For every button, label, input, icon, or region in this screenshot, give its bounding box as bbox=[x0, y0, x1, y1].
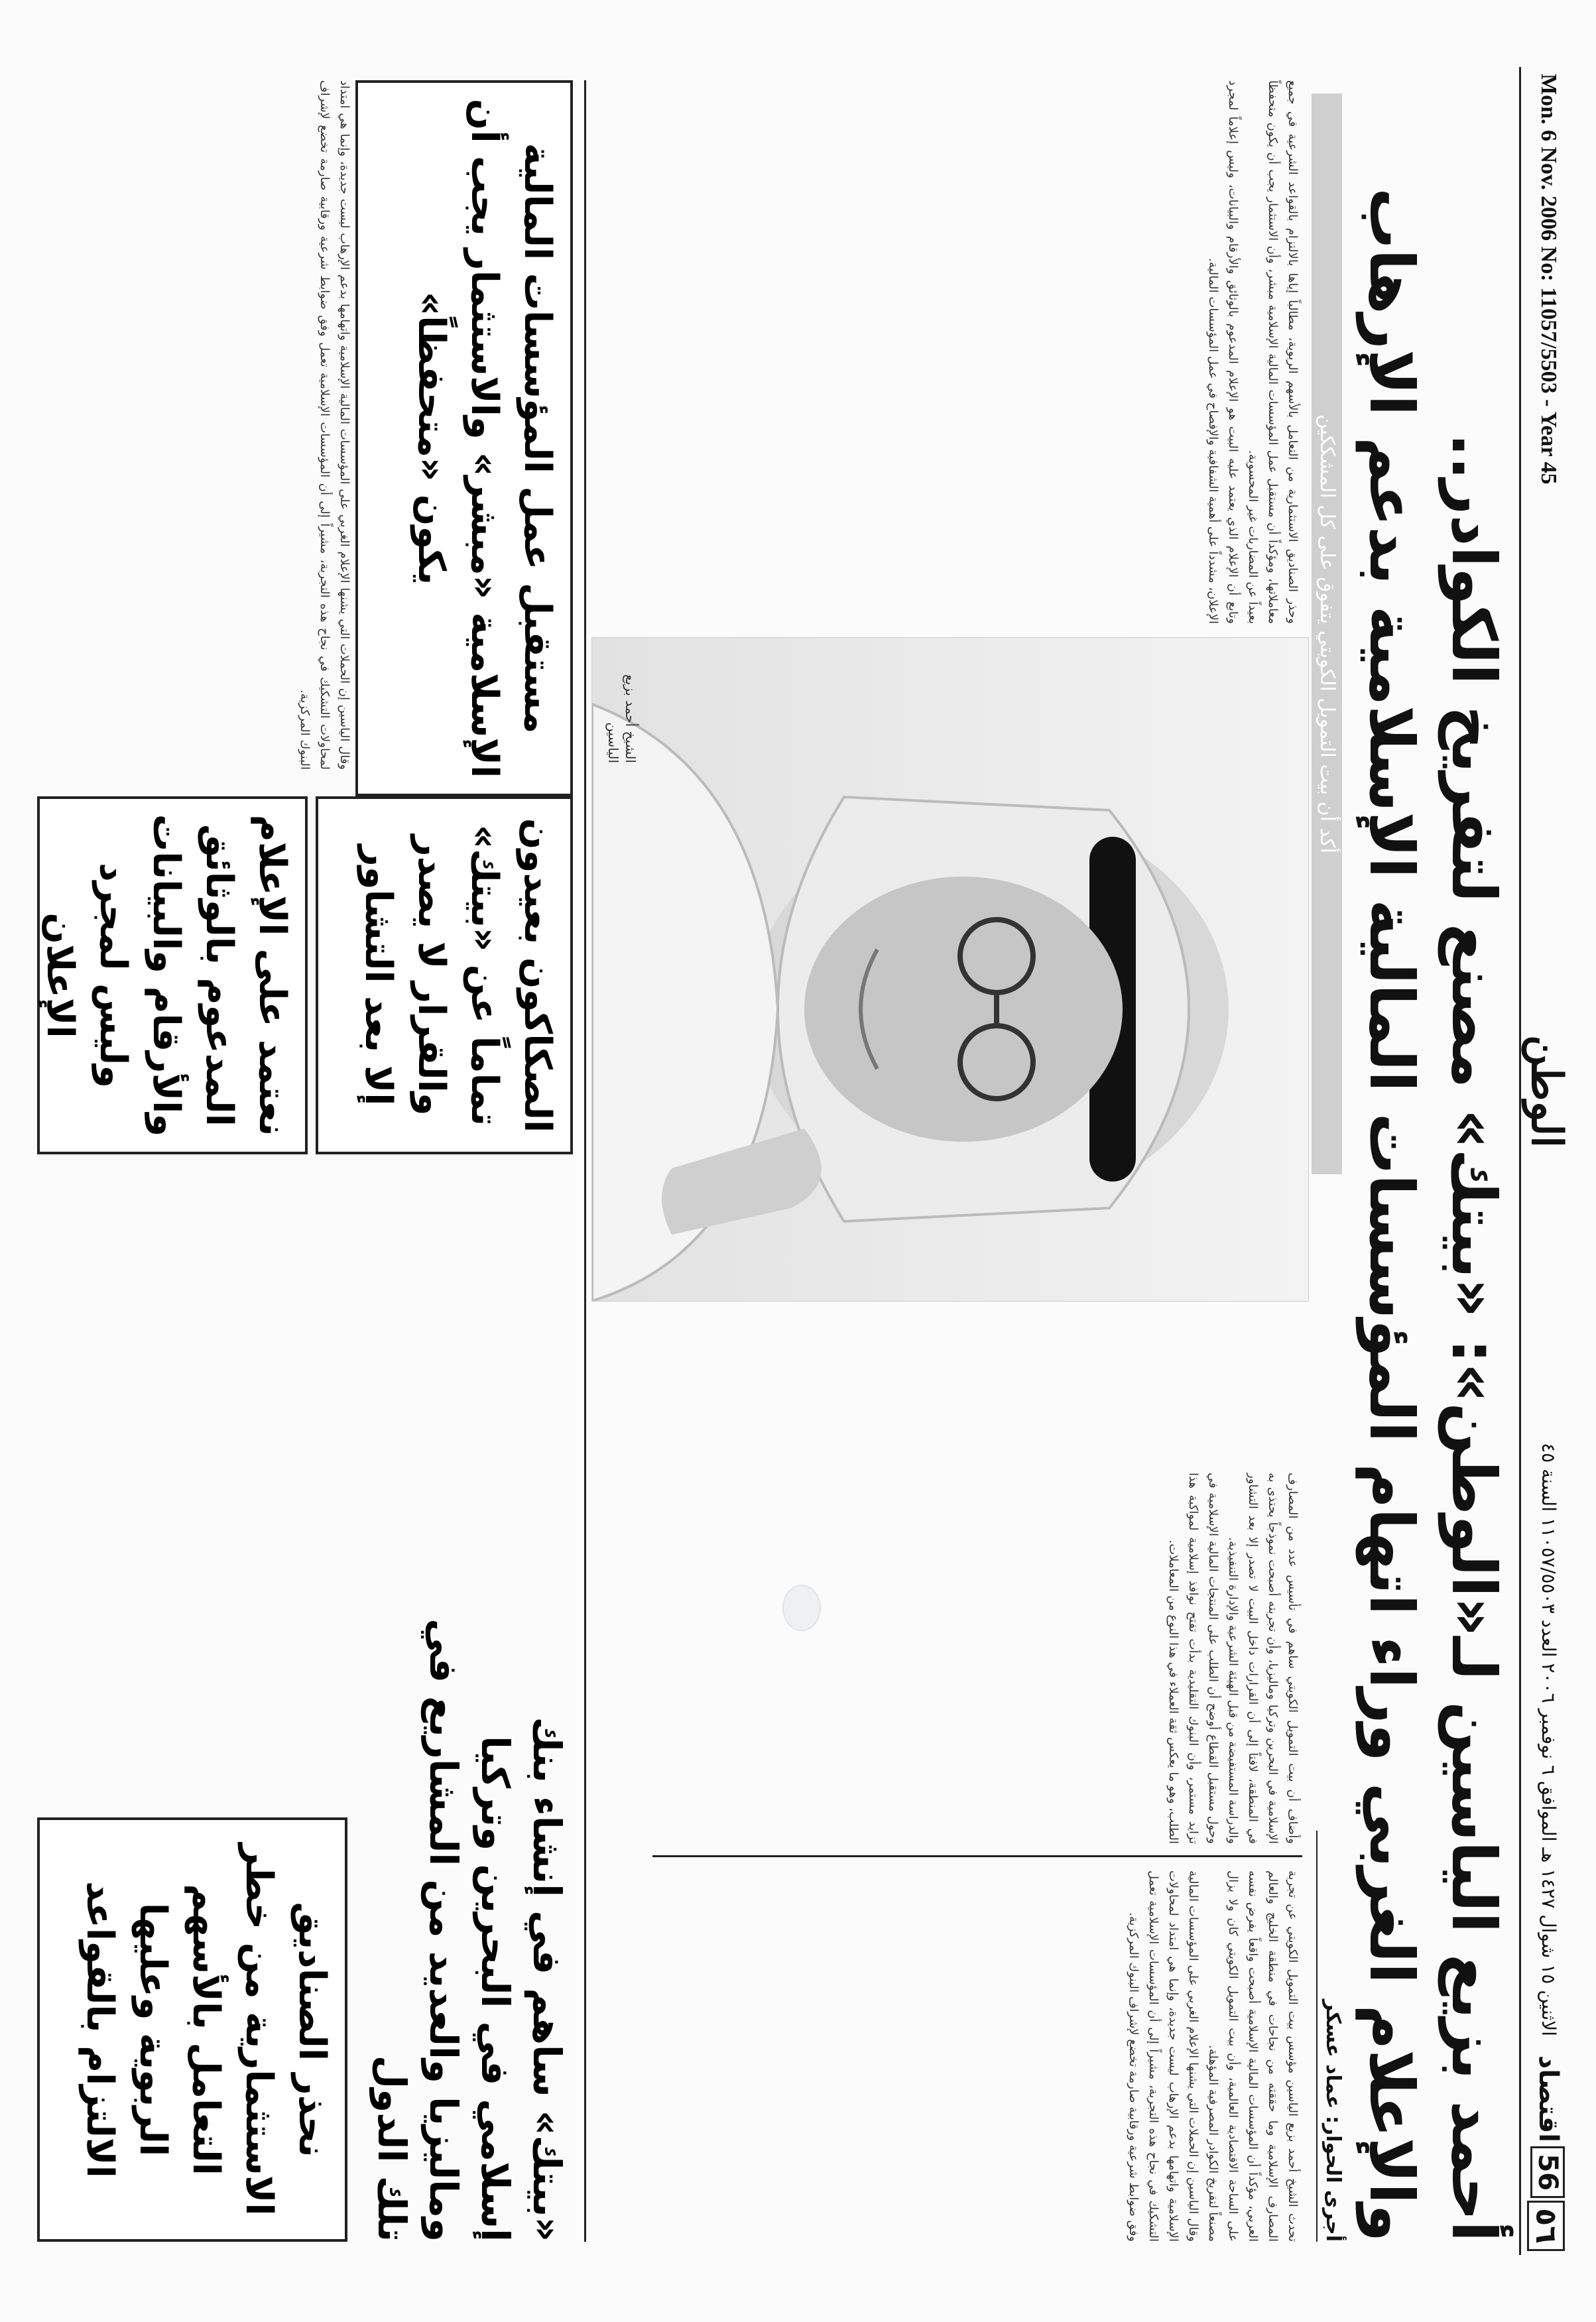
pull-quotes-area bbox=[23, 80, 573, 2242]
pull-quote-left-top: الصكاكون بعيدون تماماً عن «بيتك» والقرار لا يصدر إلا بعد التشاور bbox=[316, 796, 573, 1154]
masthead bbox=[1519, 67, 1571, 2255]
section-label: اقتصاد bbox=[1532, 2055, 1564, 2142]
paragraph: وحول مستقبل القطاع أوضح أن الطلب على المنتجات المالية الإسلامية في تزايد مستمر، وأن البنوك التقليدية بدأت تفتح نوافذ إسلامية لمواكبة هذا الطلب، وهو ما يعكس ثقة العملاء في هذا النوع من المعاملات. bbox=[1166, 1473, 1220, 1844]
paragraph: وقال الياسين إن الحملات التي يشنها الإعلام الغربي على المؤسسات المالية الإسلامية واتهامها بدعم الإرهاب ليست جديدة، وإنما هي امتداد لمحاولات التشكيك في نجاح هذه التجربة، مشيراً إلى أن المؤسسات الإسلامية تعمل وفق ضوابط شرعية ورقابية صارمة تخضع لإشراف البنوك المركزية. bbox=[297, 80, 351, 770]
issue-date-english: Mon. 6 Nov. 2006 No: 11057/5503 - Year 45 bbox=[1536, 74, 1561, 485]
byline: أجرى الحوار: عماد عسكر bbox=[1316, 1831, 1345, 2242]
paragraph: وقال الياسين إن الحملات التي يشنها الإعلام الغربي على المؤسسات المالية الإسلامية واتهامها بدعم الإرهاب ليست جديدة، وإنما هي امتداد لمحاولات التشكيك في نجاح هذه التجربة، مشيراً إلى أن المؤسسات الإسلامية تعمل وفق ضوابط شرعية ورقابية صارمة تخضع لإشراف البنوك المركزية. bbox=[1126, 1870, 1200, 2242]
headline-line-2: والإعلام الغربي وراء اتهام المؤسسات المالية الإسلامية بدعم الإرهاب bbox=[1355, 188, 1427, 2242]
text-column-1 bbox=[652, 1870, 1302, 2242]
text-column-2 bbox=[652, 1473, 1302, 1844]
section-divider bbox=[584, 80, 586, 2242]
pull-quote-right-box: نحذر الصناديق الاستثمارية من خطر التعامل بالأسهم الربوية وعليها الالتزام بالقواعد bbox=[37, 1817, 347, 2242]
paragraph: وحذر الصناديق الاستثمارية من التعامل بالأسهم الربوية، مطالباً إياها بالالتزام بالقواعد الشرعية في جميع معاملاتها، ومؤكداً أن مستقبل عمل المؤسسات المالية الإسلامية مبشر، وأن الاستثمار يجب أن يكون متحفظاً بعيداً عن المضاربات غير المحسوبة. bbox=[1245, 80, 1300, 624]
paragraph: وأضاف أن بيت التمويل الكويتي ساهم في تأسيس عدد من المصارف الإسلامية في البحرين وتركيا وماليزيا، وأن تجربته أصبحت نموذجاً يحتذى به في المنطقة، لافتاً إلى أن القرارات داخل البيت لا تصدر إلا بعد التشاور والدراسة المستفيضة من قبل الهيئة الشرعية والإدارة التنفيذية. bbox=[1225, 1473, 1300, 1844]
column-divider bbox=[652, 1855, 1302, 1857]
rotated-article bbox=[29, 67, 1571, 2255]
pull-headline-center: «بيتك» ساهم في إنشاء بنك إسلامي في البحرين وتركيا وماليزيا والعديد من المشاريع في تلك الدول bbox=[369, 1619, 570, 2242]
page-number-arabic: ٥٦ bbox=[1527, 2201, 1565, 2251]
headline bbox=[1350, 80, 1514, 2242]
paragraph: وتابع أن الإعلام الذي يعتمد عليه البيت هو الإعلام المدعوم بالوثائق والأرقام والبيانات، وليس إعلاماً لمجرد الإعلان، مشدداً على أهمية الشفافية والإفصاح في عمل المؤسسات المالية. bbox=[1205, 80, 1240, 624]
text-column-4 bbox=[62, 80, 354, 770]
pull-quote-left-box: نعتمد على الإعلام المدعوم بالوثائق والأرقام والبيانات وليس لمجرد الإعلان bbox=[37, 796, 308, 1154]
paragraph: تحدث الشيخ أحمد بزيع الياسين مؤسس بيت التمويل الكويتي عن تجربة المصارف الإسلامية وما حققته من نجاحات في منطقة الخليج والعالم العربي، مؤكداً أن المؤسسات المالية الإسلامية أصبحت واقعاً يفرض نفسه على الساحة الاقتصادية العالمية، وأن بيت التمويل الكويتي كان ولا يزال مصنعاً لتفريخ الكوادر المصرفية المؤهلة. bbox=[1205, 1870, 1300, 2242]
pull-quote-center-box: مستقبل عمل المؤسسات المالية الإسلامية «مبشر» والاستثمار يجب أن يكون «متحفظاً» bbox=[355, 80, 573, 796]
issue-date-arabic: الاثنين ١٥ شوال ١٤٢٧ هـ الموافق ٦ نوفمبر ٢٠٠٦ العدد ١١٠٥٧/٥٥٠٣ السنة ٤٥ bbox=[1537, 1443, 1560, 2036]
text-column-3 bbox=[652, 80, 1302, 624]
photo-caption: الشيخ أحمد بزيع الياسين bbox=[605, 674, 639, 763]
page-number: 56 bbox=[1530, 2146, 1565, 2198]
headline-line-1: أحمد بزيع الياسين لـ«الوطن»: «بيتك» مصنع لتفريخ الكوادر.. bbox=[1438, 433, 1509, 2242]
portrait-icon bbox=[592, 638, 1308, 1301]
kicker: أكد أن بيت التمويل الكويتي يتفوق على كل المشككين bbox=[1312, 93, 1342, 1174]
newspaper-logo: الوطن bbox=[1521, 1035, 1571, 1148]
portrait-photo bbox=[591, 637, 1309, 1302]
